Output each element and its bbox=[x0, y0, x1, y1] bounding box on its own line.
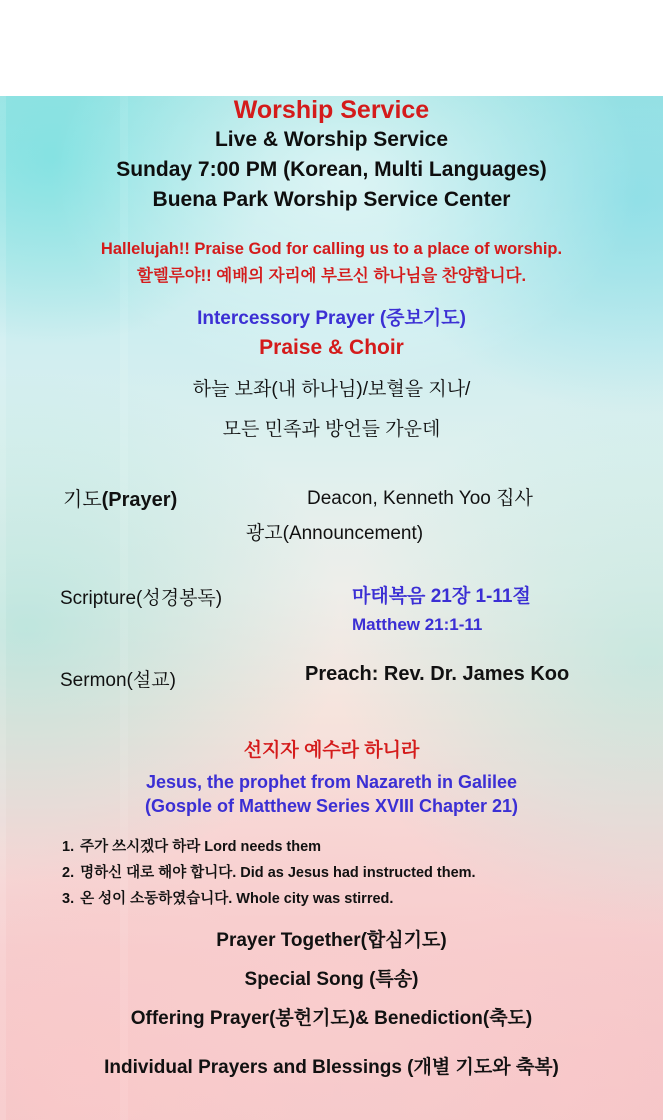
prayer-row bbox=[0, 483, 663, 509]
list-item bbox=[62, 891, 663, 908]
preacher-name: Preach: Rev. Dr. James Koo bbox=[305, 662, 570, 685]
page-title: Worship Service bbox=[233, 96, 430, 124]
prayer-leader: Deacon, Kenneth Yoo 집사 bbox=[307, 487, 533, 509]
announcement-item: 광고(Announcement) bbox=[245, 522, 424, 544]
point-text: 명하신 대로 해야 합니다. Did as Jesus had instructed them. bbox=[80, 865, 476, 882]
individual-prayers-item: Individual Prayers and Blessings (개별 기도와 축복) bbox=[104, 1056, 559, 1078]
special-song-item: Special Song (특송) bbox=[244, 968, 419, 990]
prayer-together-item: Prayer Together(합심기도) bbox=[216, 929, 447, 951]
sermon-points-list bbox=[0, 839, 663, 909]
subtitle-line-1: Live & Worship Service bbox=[214, 128, 449, 151]
subtitle-line-2: Sunday 7:00 PM (Korean, Multi Languages) bbox=[116, 157, 547, 181]
sermon-label: Sermon(설교) bbox=[60, 669, 176, 691]
sermon-theme-english: Jesus, the prophet from Nazareth in Galilee bbox=[145, 771, 518, 792]
point-number: 2. bbox=[62, 865, 75, 882]
prayer-label-korean: 기도 bbox=[63, 488, 102, 511]
worship-service-poster bbox=[0, 96, 663, 1120]
point-number: 1. bbox=[62, 838, 75, 855]
point-text: 주가 쓰시겠다 하라 Lord needs them bbox=[80, 838, 322, 855]
song-line-1: 하늘 보좌(내 하나님)/보혈을 지나/ bbox=[192, 378, 471, 400]
hallelujah-korean: 할렐루야!! 예배의 자리에 부르신 하나님을 찬양합니다. bbox=[136, 266, 527, 285]
intercessory-prayer-heading: Intercessory Prayer (중보기도) bbox=[197, 307, 466, 329]
scripture-reference-english: Matthew 21:1-11 bbox=[352, 614, 483, 634]
hallelujah-english: Hallelujah!! Praise God for calling us to a place of worship. bbox=[100, 239, 563, 258]
point-number: 3. bbox=[62, 891, 75, 908]
subtitle-line-3: Buena Park Worship Service Center bbox=[152, 187, 511, 211]
list-item bbox=[62, 865, 663, 882]
scripture-label: Scripture(성경봉독) bbox=[60, 587, 223, 609]
sermon-row bbox=[0, 662, 663, 695]
sermon-series-note: (Gosple of Matthew Series XVIII Chapter 21) bbox=[144, 795, 519, 816]
prayer-label bbox=[63, 483, 177, 512]
prayer-label-english: (Prayer) bbox=[101, 488, 178, 511]
sermon-theme-korean: 선지자 예수라 하니라 bbox=[243, 739, 420, 761]
song-line-2: 모든 민족과 방언들 가운데 bbox=[222, 418, 441, 440]
point-text: 온 성이 소동하였습니다. Whole city was stirred. bbox=[80, 891, 394, 908]
scripture-row bbox=[0, 583, 663, 643]
list-item bbox=[62, 839, 663, 856]
poster-content bbox=[0, 96, 663, 1079]
scripture-reference-korean: 마태복음 21장 1-11절 bbox=[352, 585, 531, 607]
praise-choir-heading: Praise & Choir bbox=[259, 335, 404, 359]
offering-benediction-item: Offering Prayer(봉헌기도)& Benediction(축도) bbox=[130, 1007, 533, 1029]
